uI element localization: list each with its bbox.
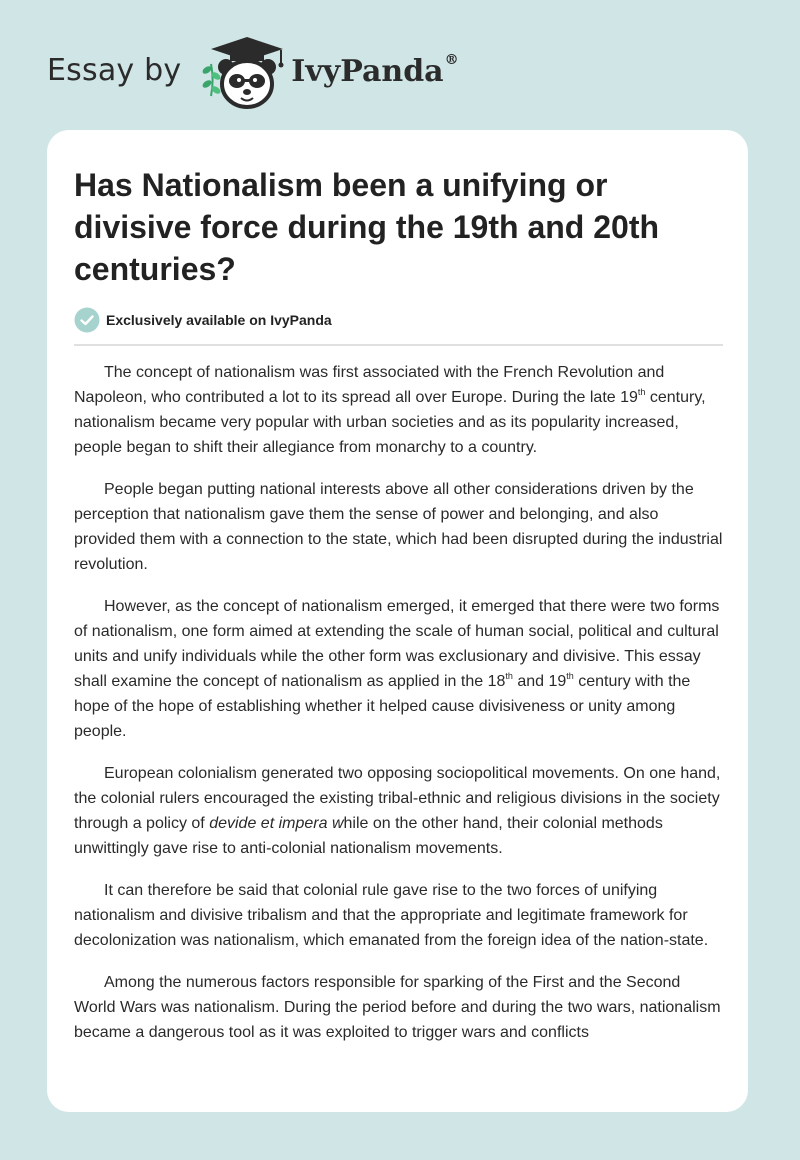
site-header: [47, 34, 459, 110]
paragraph: However, as the concept of nationalism emerged, it emerged that there were two forms of nationalism, one form aimed at extending the scale of human social, political and cultural units and unify individuals while the other form was exclusionary and divisive. This essay shall examine the concept of nationalism as applied in the 18th and 19th century with the hope of the hope of establishing whether it helped cause divisiveness or unity among people.: [74, 598, 720, 740]
paragraph: European colonialism generated two opposing sociopolitical movements. On one hand, the colonial rulers encouraged the existing tribal-ethnic and religious divisions in the society through a policy of devide et impera while on the other hand, their colonial methods unwittingly gave rise to anti-colonial nationalism movements.: [74, 765, 721, 857]
paragraph: Among the numerous factors responsible for sparking of the First and the Second World Wars was nationalism. During the period before and during the two wars, nationalism became a dangerous tool as it was exploited to trigger wars and conflicts: [74, 974, 721, 1041]
exclusive-label: Exclusively available on IvyPanda: [106, 312, 332, 328]
exclusive-badge: [74, 307, 332, 333]
essay-body: [74, 360, 724, 1062]
paragraph: It can therefore be said that colonial rule gave rise to the two forces of unifying nationalism and divisive tribalism and that the appropriate and legitimate framework for decolonization was nationalism, which emanated from the foreign idea of the nation-state.: [74, 882, 709, 949]
essay-title: Has Nationalism been a unifying or divisive force during the 19th and 20th centuries?: [74, 167, 660, 287]
paragraph: People began putting national interests above all other considerations driven by the perception that nationalism gave them the sense of power and belonging, and also provided them with a connection to the state, which had been disrupted during the industrial revolution.: [74, 481, 723, 573]
check-circle-icon: [74, 307, 100, 333]
brand-text: IvyPanda: [291, 53, 444, 89]
panda-logo-icon[interactable]: [197, 34, 289, 110]
brand-name[interactable]: [291, 51, 459, 89]
divider: [74, 344, 723, 346]
essay-card: [47, 130, 748, 1112]
essay-by-label: Essay by: [47, 52, 182, 88]
registered-mark: ®: [444, 51, 459, 68]
paragraph: The concept of nationalism was first associated with the French Revolution and Napoleon, who contributed a lot to its spread all over Europe. During the late 19th century, nationalism became very popular with urban societies and as its popularity increased, people began to shift their allegiance from monarchy to a country.: [74, 364, 706, 456]
